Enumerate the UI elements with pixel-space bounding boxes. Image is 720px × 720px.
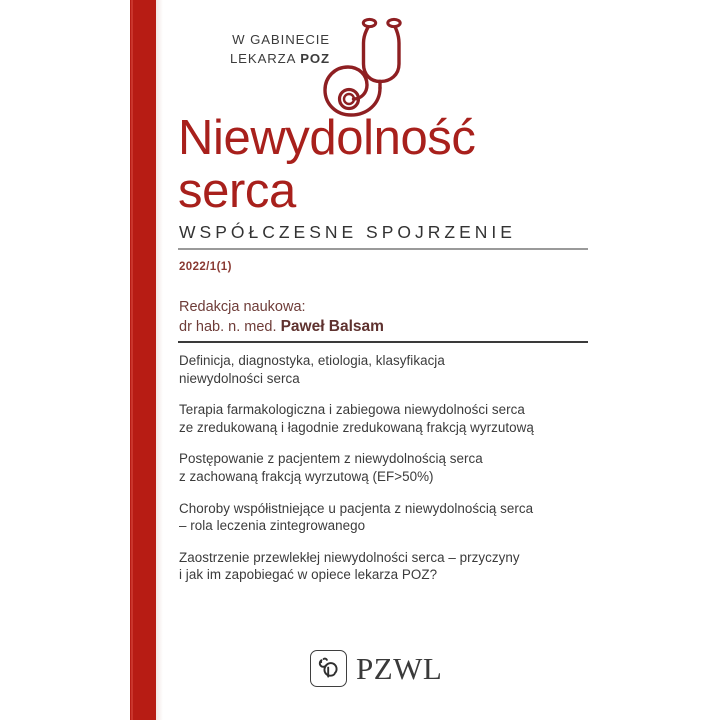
editor-name: Paweł Balsam bbox=[280, 318, 384, 335]
editor-label: Redakcja naukowa: bbox=[179, 299, 306, 315]
spine-highlight bbox=[131, 0, 133, 720]
toc-item bbox=[179, 352, 591, 387]
toc-item bbox=[179, 500, 591, 535]
series-logo-line2-regular: LEKARZA bbox=[229, 51, 296, 66]
toc-item-line1: Postępowanie z pacjentem z niewydolnością serca bbox=[179, 451, 483, 467]
editor-line bbox=[179, 317, 384, 337]
toc-item-line2: i jak im zapobiegać w opiece lekarza POZ? bbox=[179, 567, 438, 583]
toc-item-line1: Definicja, diagnostyka, etiologia, klasyfikacja bbox=[179, 353, 445, 368]
toc-item-line2: niewydolności serca bbox=[179, 370, 300, 386]
spine-stripe bbox=[130, 0, 156, 720]
publisher-name: PZWL bbox=[356, 650, 443, 686]
issue-number: 2022/1(1) bbox=[179, 261, 232, 273]
editor-block bbox=[179, 297, 384, 337]
toc-item-line1: Choroby współistniejące u pacjenta z niewydolnością serca bbox=[179, 500, 534, 516]
snake-emblem-icon bbox=[310, 650, 347, 687]
publisher-logo bbox=[310, 645, 443, 691]
toc-item-line1: Terapia farmakologiczna i zabiegowa niewydolności serca bbox=[179, 402, 525, 418]
divider-light bbox=[178, 248, 588, 250]
toc-item-line2: z zachowaną frakcją wyrzutową (EF>50%) bbox=[179, 468, 434, 484]
title-line-1: Niewydolność bbox=[178, 111, 476, 165]
toc-item bbox=[179, 549, 591, 584]
toc-item bbox=[179, 450, 591, 485]
spine-shadow bbox=[156, 0, 163, 720]
toc-item-line2: – rola leczenia zintegrowanego bbox=[179, 518, 366, 534]
toc-item bbox=[179, 401, 591, 436]
series-logo-line2-bold: POZ bbox=[300, 51, 330, 66]
title-line-2: serca bbox=[178, 164, 296, 218]
table-of-contents bbox=[179, 352, 591, 598]
cover-content bbox=[178, 0, 592, 720]
toc-item-line1: Zaostrzenie przewlekłej niewydolności serca – przyczyny bbox=[179, 549, 520, 565]
divider-dark bbox=[178, 341, 588, 343]
toc-item-line2: ze zredukowaną i łagodnie zredukowaną frakcją wyrzutową bbox=[179, 419, 534, 435]
subtitle: WSPÓŁCZESNE SPOJRZENIE bbox=[179, 222, 516, 242]
page-title bbox=[178, 112, 592, 218]
editor-degree: dr hab. n. med. bbox=[179, 319, 277, 335]
series-logo-line1: W GABINECIE bbox=[232, 32, 330, 47]
